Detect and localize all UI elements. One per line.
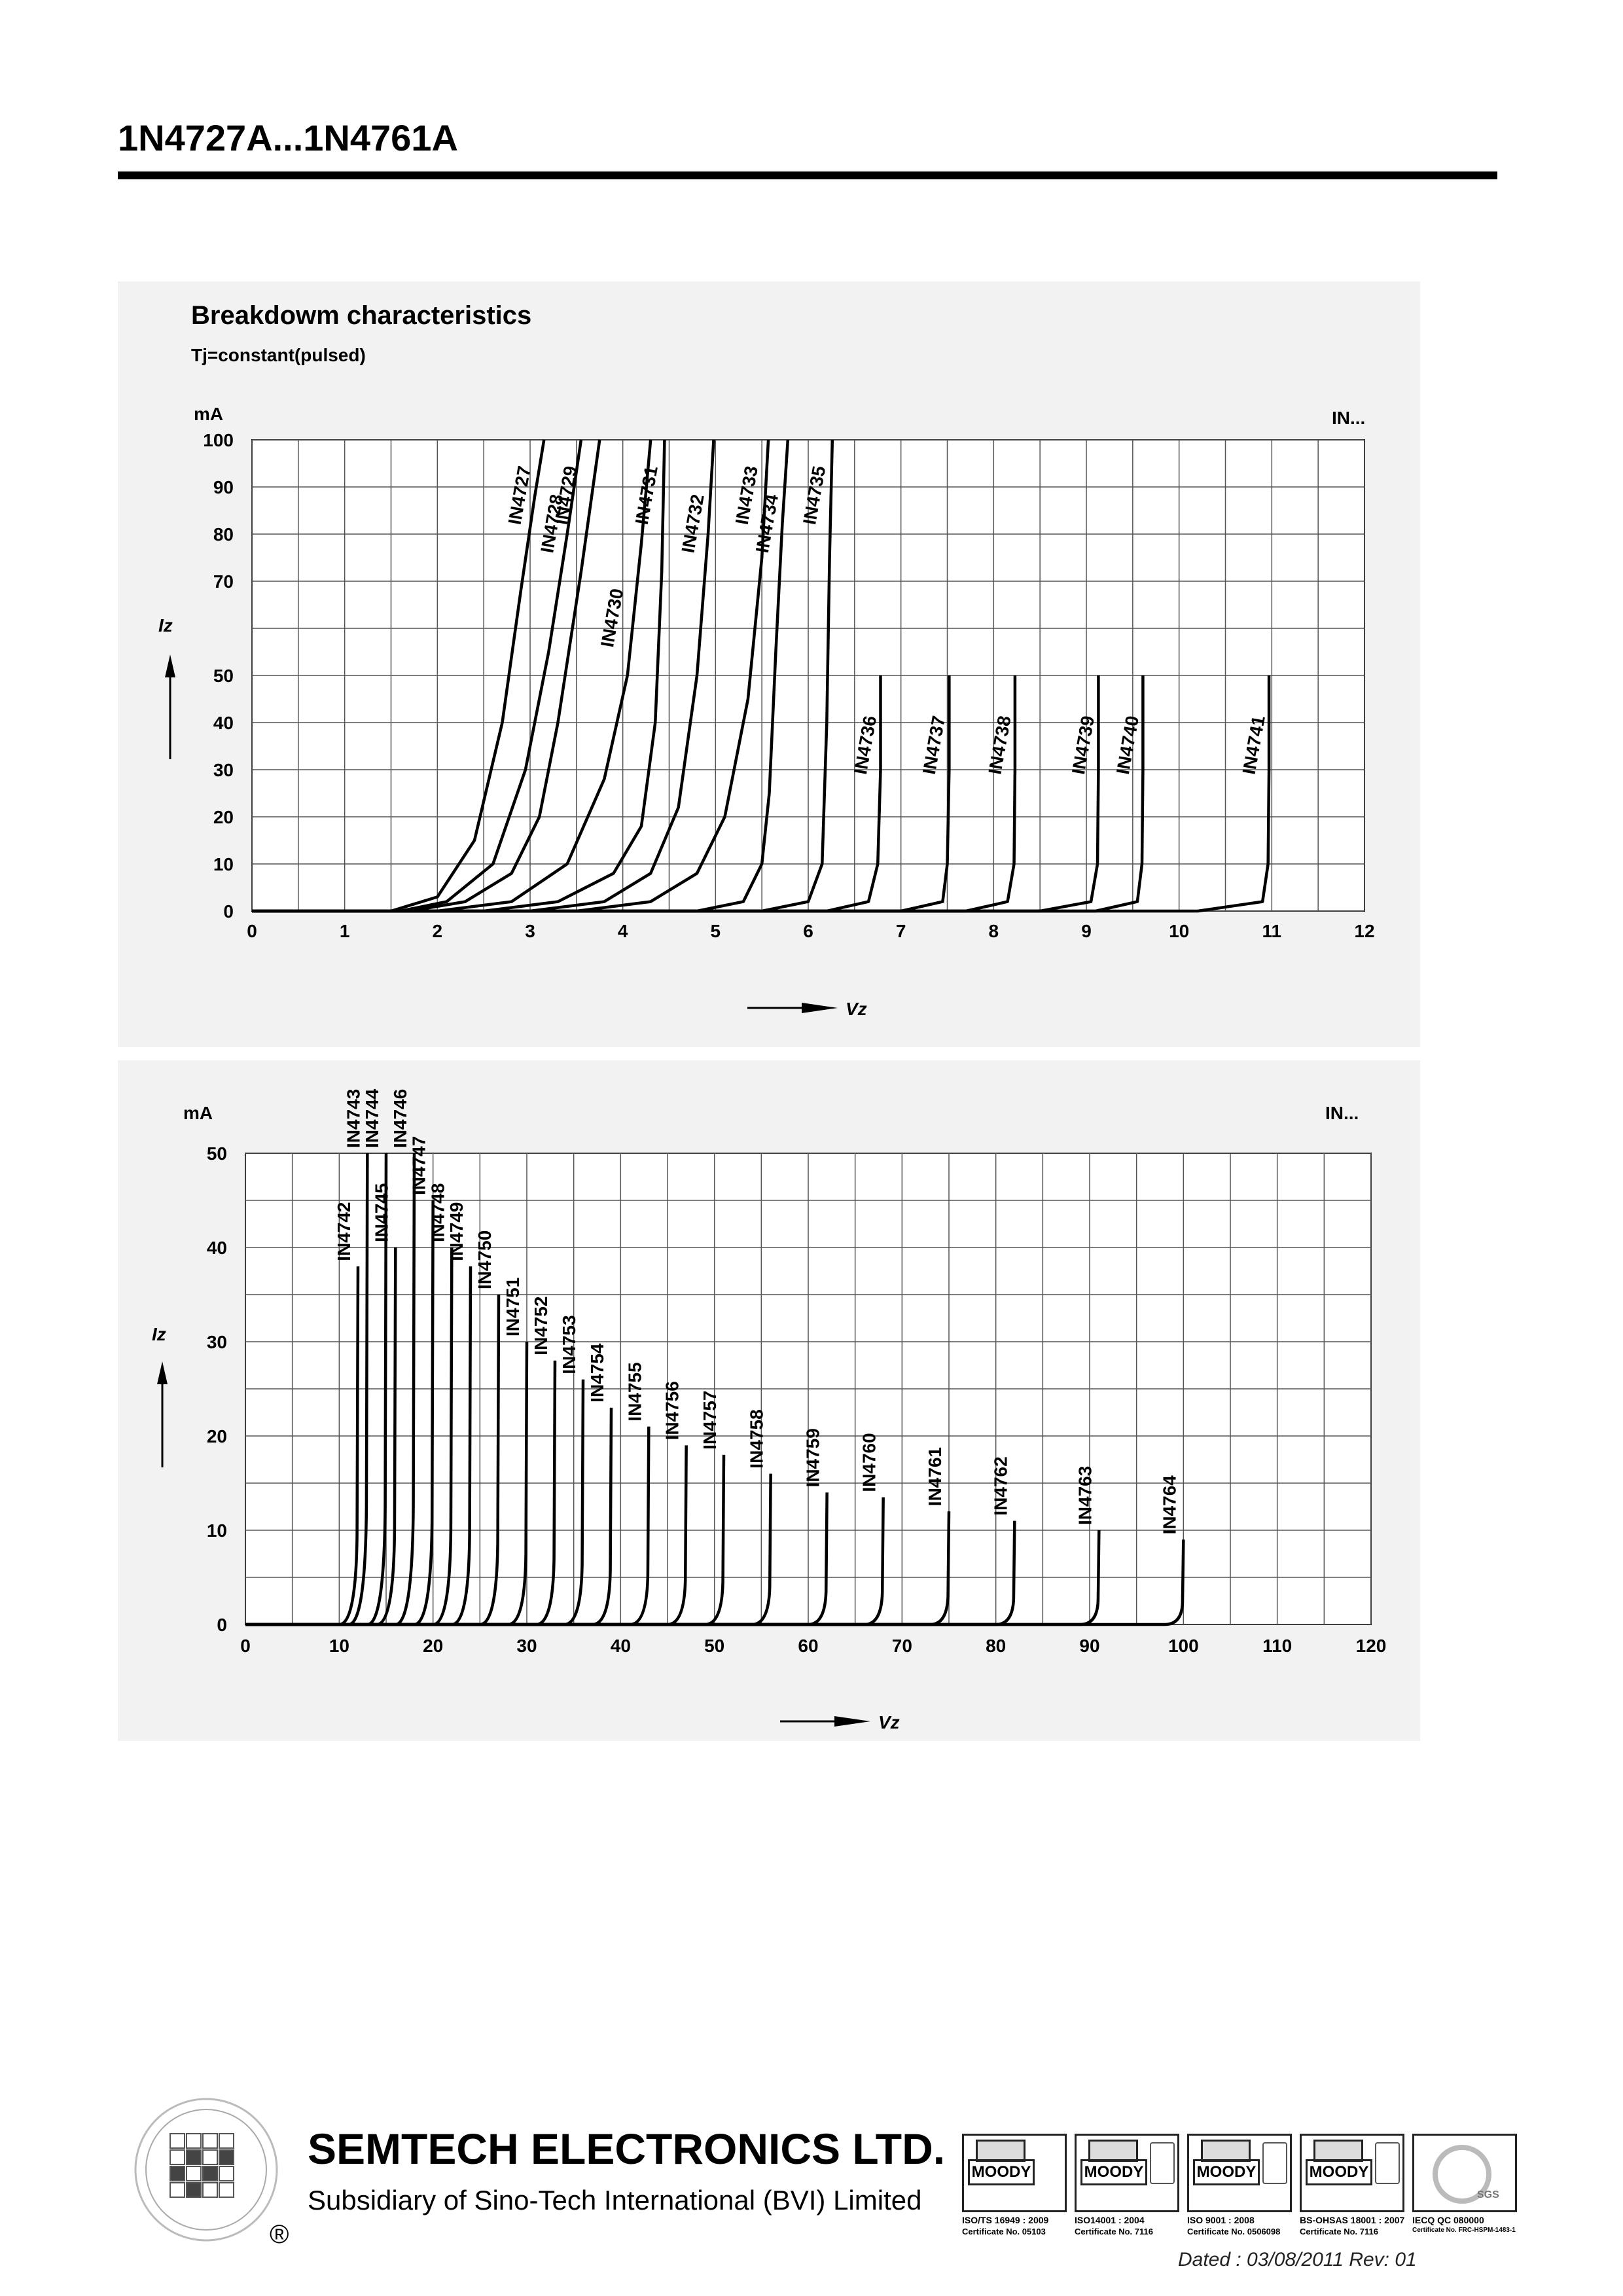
cert-badge [1187, 2134, 1292, 2238]
cert-standard: ISO 9001 : 2008 [1187, 2215, 1255, 2225]
page-title: 1N4727A...1N4761A [118, 117, 458, 158]
y-tick-label: 0 [223, 901, 234, 922]
cert-logo-icon [962, 2134, 1067, 2212]
x-tick-label: 0 [240, 1636, 251, 1656]
chart-panel-top [118, 281, 1420, 1047]
series-label: IN4729 [550, 464, 581, 526]
certification-strip [962, 2134, 1516, 2238]
y-axis-label: Iz [152, 1324, 166, 1344]
cert-logo-icon [1187, 2134, 1292, 2212]
series-label: IN4746 [390, 1088, 410, 1148]
x-tick-label: 50 [704, 1636, 725, 1656]
title-rule [118, 171, 1497, 179]
registered-mark: ® [270, 2220, 289, 2249]
cert-logo-icon [1075, 2134, 1179, 2212]
y-tick-label: 50 [213, 666, 234, 686]
x-tick-label: 20 [423, 1636, 444, 1656]
x-tick-label: 30 [516, 1636, 537, 1656]
x-tick-label: 90 [1079, 1636, 1100, 1656]
x-tick-label: 5 [710, 921, 721, 941]
x-tick-label: 110 [1262, 1636, 1293, 1656]
x-tick-label: 40 [610, 1636, 631, 1656]
cert-standard: ISO/TS 16949 : 2009 [962, 2215, 1049, 2225]
series-label: IN4734 [751, 492, 783, 555]
cert-standard: BS-OHSAS 18001 : 2007 [1300, 2215, 1405, 2225]
y-tick-label: 40 [213, 713, 234, 733]
series-label: IN4756 [662, 1381, 683, 1441]
series-label: IN4745 [371, 1183, 392, 1242]
series-label: IN4750 [474, 1230, 495, 1289]
y-tick-label: 30 [213, 760, 234, 780]
company-name: SEMTECH ELECTRONICS LTD. [308, 2125, 946, 2173]
cert-badge [962, 2134, 1067, 2238]
series-label: IN4758 [746, 1409, 767, 1469]
series-label: IN4736 [850, 714, 881, 776]
x-tick-label: 80 [986, 1636, 1007, 1656]
series-label: IN4764 [1159, 1475, 1180, 1535]
cert-badge [1300, 2134, 1404, 2238]
series-label: IN4760 [859, 1433, 880, 1492]
x-axis-label: Vz [878, 1712, 900, 1732]
cert-number: Certificate No. 7116 [1300, 2227, 1378, 2236]
series-label: IN4731 [631, 464, 662, 526]
breakdown-chart-top [118, 281, 1420, 1047]
series-label: IN4742 [334, 1202, 354, 1261]
x-tick-label: 1 [339, 921, 350, 941]
y-unit-label: mA [183, 1103, 213, 1123]
series-label: IN4740 [1112, 714, 1143, 776]
series-label: IN4755 [624, 1362, 645, 1422]
series-label: IN4732 [677, 492, 708, 555]
series-label: IN4753 [559, 1315, 579, 1374]
cert-brand: MOODY [1080, 2159, 1147, 2185]
series-label: IN4741 [1238, 714, 1269, 776]
cert-standard: IECQ QC 080000 [1412, 2215, 1484, 2225]
y-tick-label: 70 [213, 571, 234, 592]
series-label: IN4762 [990, 1456, 1011, 1516]
series-prefix-label: IN... [1325, 1103, 1359, 1123]
series-label: IN4747 [408, 1136, 429, 1195]
cert-badge [1412, 2134, 1517, 2238]
x-tick-label: 11 [1262, 921, 1282, 941]
y-tick-label: 10 [206, 1520, 227, 1541]
series-label: IN4761 [925, 1446, 945, 1507]
series-label: IN4739 [1067, 714, 1099, 776]
series-label: IN4754 [587, 1343, 607, 1403]
y-tick-label: 30 [206, 1332, 227, 1352]
y-tick-label: 10 [213, 854, 234, 874]
chart-subtitle: Tj=constant(pulsed) [191, 345, 366, 365]
series-label: IN4748 [427, 1183, 448, 1242]
series-label: IN4749 [446, 1202, 467, 1261]
x-tick-label: 8 [988, 921, 999, 941]
series-label: IN4752 [531, 1296, 551, 1355]
y-tick-label: 80 [213, 524, 234, 545]
series-label: IN4763 [1075, 1465, 1096, 1525]
y-axis-label: Iz [158, 615, 173, 636]
x-axis-arrow [747, 1003, 838, 1013]
company-logo-icon [131, 2094, 281, 2245]
series-label: IN4735 [799, 464, 830, 526]
series-label: IN4743 [343, 1088, 364, 1148]
x-tick-label: 70 [891, 1636, 912, 1656]
x-tick-label: 3 [525, 921, 535, 941]
x-tick-label: 4 [617, 921, 628, 941]
x-axis-arrow [780, 1716, 870, 1727]
x-tick-label: 2 [432, 921, 443, 941]
cert-brand: MOODY [968, 2159, 1035, 2185]
x-tick-label: 10 [329, 1636, 349, 1656]
chart-panel-bottom [118, 1060, 1420, 1741]
cert-badge [1075, 2134, 1179, 2238]
series-label: IN4738 [984, 714, 1015, 776]
y-tick-label: 20 [213, 807, 234, 827]
x-tick-label: 0 [247, 921, 257, 941]
x-axis-label: Vz [846, 999, 867, 1019]
cert-logo-icon [1300, 2134, 1404, 2212]
chart-title: Breakdowm characteristics [191, 301, 532, 330]
y-tick-label: 40 [206, 1238, 227, 1258]
series-label: IN4751 [503, 1277, 523, 1336]
series-label: IN4737 [918, 714, 950, 776]
x-tick-label: 12 [1354, 921, 1375, 941]
x-tick-label: 10 [1169, 921, 1190, 941]
y-axis-arrow [157, 1361, 168, 1467]
y-tick-label: 100 [203, 430, 234, 450]
cert-standard: ISO14001 : 2004 [1075, 2215, 1145, 2225]
sgs-logo-icon [1412, 2134, 1517, 2212]
x-tick-label: 9 [1081, 921, 1092, 941]
cert-brand: SGS [1477, 2189, 1499, 2200]
breakdown-chart-bottom [118, 1060, 1420, 1741]
y-tick-label: 50 [206, 1143, 227, 1164]
y-tick-label: 0 [217, 1615, 227, 1635]
series-prefix-label: IN... [1332, 408, 1366, 428]
cert-number: Certificate No. FRC-HSPM-1483-1 [1412, 2227, 1516, 2234]
y-unit-label: mA [194, 404, 224, 424]
cert-number: Certificate No. 0506098 [1187, 2227, 1281, 2236]
series-label: IN4759 [802, 1428, 823, 1488]
series-label: IN4728 [537, 492, 567, 555]
x-tick-label: 60 [798, 1636, 819, 1656]
x-tick-label: 120 [1355, 1636, 1387, 1656]
y-tick-label: 20 [206, 1426, 227, 1446]
x-tick-label: 100 [1168, 1636, 1199, 1656]
series-label: IN4733 [731, 464, 762, 526]
x-tick-label: 6 [803, 921, 813, 941]
document-date-revision: Dated : 03/08/2011 Rev: 01 [1178, 2249, 1417, 2270]
series-label: IN4730 [597, 586, 628, 649]
company-subsidiary: Subsidiary of Sino-Tech International (BVI) Limited [308, 2185, 922, 2215]
cert-brand: MOODY [1306, 2159, 1372, 2185]
cert-number: Certificate No. 05103 [962, 2227, 1046, 2236]
series-label: IN4744 [362, 1088, 382, 1148]
y-tick-label: 90 [213, 477, 234, 497]
cert-number: Certificate No. 7116 [1075, 2227, 1153, 2236]
series-label: IN4727 [504, 464, 535, 526]
y-axis-arrow [165, 655, 175, 759]
series-label: IN4757 [700, 1390, 720, 1450]
cert-brand: MOODY [1193, 2159, 1260, 2185]
x-tick-label: 7 [895, 921, 906, 941]
